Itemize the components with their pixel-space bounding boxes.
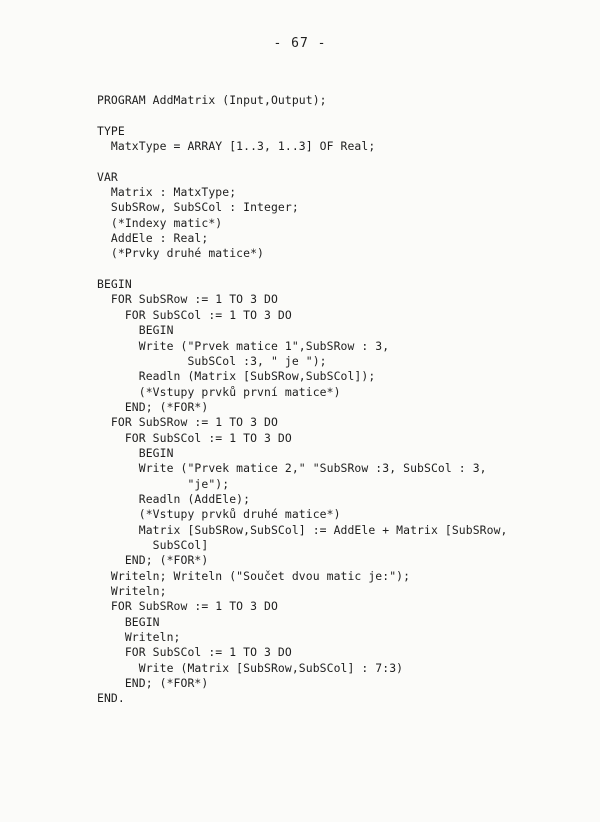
code-line: BEGIN: [97, 614, 160, 629]
code-line: FOR SubSRow := 1 TO 3 DO: [97, 599, 278, 614]
code-line: Write (Matrix [SubSRow,SubSCol] : 7:3): [97, 660, 404, 675]
code-line: END.: [97, 691, 125, 706]
code-line: FOR SubSRow := 1 TO 3 DO: [97, 415, 278, 430]
code-line: Writeln;: [97, 630, 181, 645]
code-line: FOR SubSRow := 1 TO 3 DO: [97, 292, 278, 307]
code-line: END; (*FOR*): [97, 676, 209, 691]
code-line: PROGRAM AddMatrix (Input,Output);: [97, 93, 327, 107]
code-line: SubSRow, SubSCol : Integer;: [97, 200, 299, 215]
code-line: "je");: [97, 476, 230, 491]
code-line: Write ("Prvek matice 1",SubSRow : 3,: [97, 338, 390, 353]
code-line: Writeln; Writeln ("Součet dvou matic je:");: [97, 568, 411, 583]
page-number: - 67 -: [273, 36, 327, 51]
code-line: SubSCol :3, " je ");: [97, 353, 327, 368]
code-line: Readln (Matrix [SubSRow,SubSCol]);: [97, 369, 376, 384]
code-line: MatxType = ARRAY [1..3, 1..3] OF Real;: [97, 139, 376, 154]
code-line: [97, 108, 508, 123]
code-line: (*Prvky druhé matice*): [97, 246, 264, 261]
code-line: VAR: [97, 169, 118, 184]
code-line: END; (*FOR*): [97, 553, 209, 568]
code-line: FOR SubSCol := 1 TO 3 DO: [97, 645, 292, 660]
code-line: BEGIN: [97, 323, 174, 338]
code-line: (*Indexy matic*): [97, 215, 223, 230]
pascal-program-listing: [97, 93, 508, 707]
code-line: FOR SubSCol := 1 TO 3 DO: [97, 430, 292, 445]
code-line: (*Vstupy prvků druhé matice*): [97, 507, 341, 522]
code-line: Writeln;: [97, 584, 167, 598]
code-line: [97, 262, 508, 277]
code-line: FOR SubSCol := 1 TO 3 DO: [97, 307, 292, 322]
code-line: Matrix [SubSRow,SubSCol] := AddEle + Matrix [SubSRow,: [97, 522, 508, 537]
code-line: [97, 154, 508, 169]
code-line: TYPE: [97, 123, 125, 138]
code-line: SubSCol]: [97, 537, 209, 552]
code-line: AddEle : Real;: [97, 231, 209, 246]
code-line: BEGIN: [97, 445, 174, 460]
code-line: Write ("Prvek matice 2," "SubSRow :3, SubSCol : 3,: [97, 461, 487, 476]
code-line: END; (*FOR*): [97, 399, 209, 414]
code-line: Matrix : MatxType;: [97, 185, 237, 200]
code-line: Readln (AddEle);: [97, 491, 251, 506]
code-line: (*Vstupy prvků první matice*): [97, 384, 341, 399]
code-line: BEGIN: [97, 277, 132, 292]
